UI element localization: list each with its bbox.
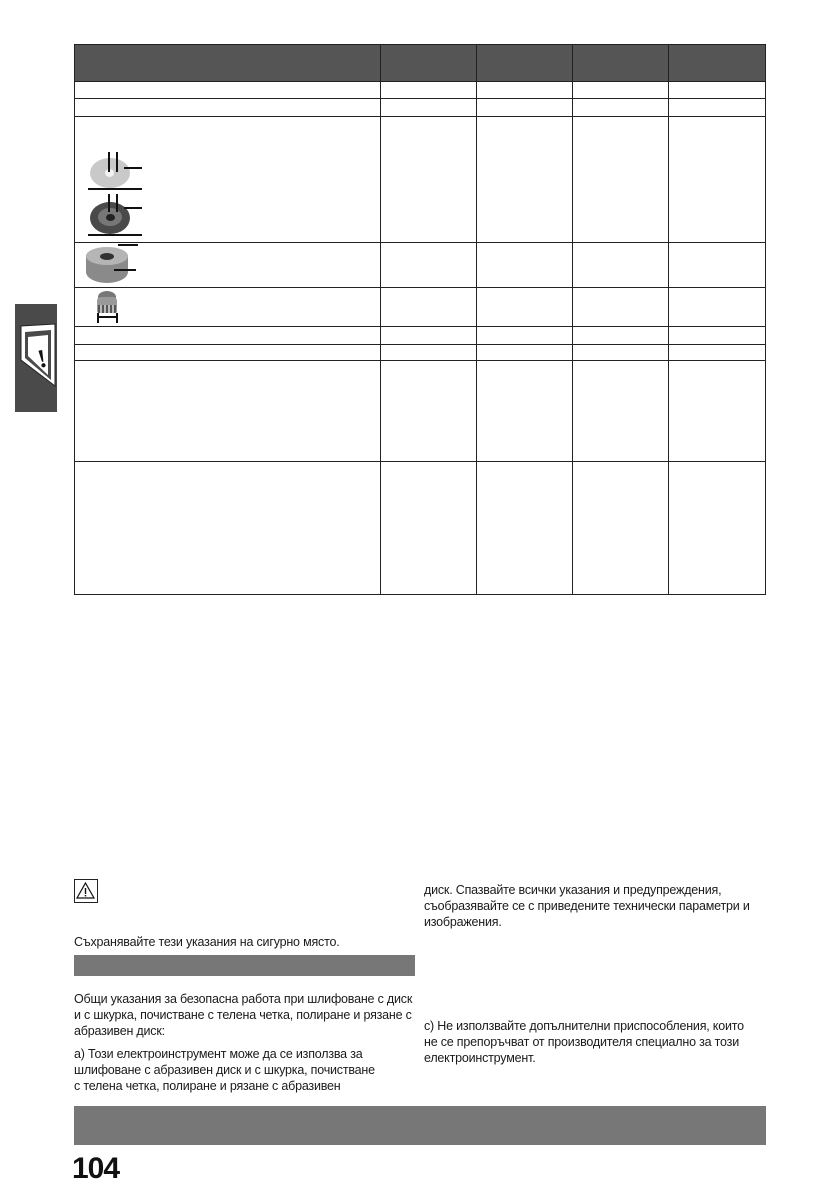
cup-brush-icon bbox=[94, 291, 124, 325]
spec-table bbox=[74, 44, 766, 595]
item-a-line-1: а) Този електроинструмент може да се използва за bbox=[74, 1047, 363, 1061]
item-c-line-3: електроинструмент. bbox=[424, 1051, 536, 1065]
item-a-line-3: с телена четка, полиране и рязане с абразивен bbox=[74, 1079, 341, 1093]
warning-triangle-icon bbox=[17, 320, 57, 390]
intro-line-1: Общи указания за безопасна работа при шлифоване с диск bbox=[74, 992, 413, 1006]
item-a-line-2: шлифоване с абразивен диск и с шкурка, почистване bbox=[74, 1063, 375, 1077]
continuation-line-2: съобразявайте се с приведените технически параметри и bbox=[424, 899, 750, 913]
keep-instructions-text: Съхранявайте тези указания на сигурно място. bbox=[74, 935, 340, 949]
grinding-disc-icon bbox=[88, 152, 146, 192]
cup-wheel-icon bbox=[84, 245, 146, 285]
section-heading-bar bbox=[74, 955, 415, 976]
intro-line-3: абразивен диск: bbox=[74, 1024, 165, 1038]
flap-disc-icon bbox=[86, 194, 146, 240]
item-c-line-2: не се препоръчват от производителя специално за този bbox=[424, 1035, 739, 1049]
continuation-line-3: изображения. bbox=[424, 915, 502, 929]
svg-text:!: ! bbox=[34, 343, 50, 374]
intro-line-2: и с шкурка, почистване с телена четка, полиране и рязане с bbox=[74, 1008, 412, 1022]
page-number: 104 bbox=[72, 1152, 120, 1185]
warning-side-tab bbox=[15, 304, 57, 412]
item-c-line-1: c) Не използвайте допълнителни приспособления, които bbox=[424, 1019, 744, 1033]
warning-icon bbox=[74, 879, 98, 903]
footer-bar bbox=[74, 1106, 766, 1145]
continuation-line-1: диск. Спазвайте всички указания и предупреждения, bbox=[424, 883, 722, 897]
